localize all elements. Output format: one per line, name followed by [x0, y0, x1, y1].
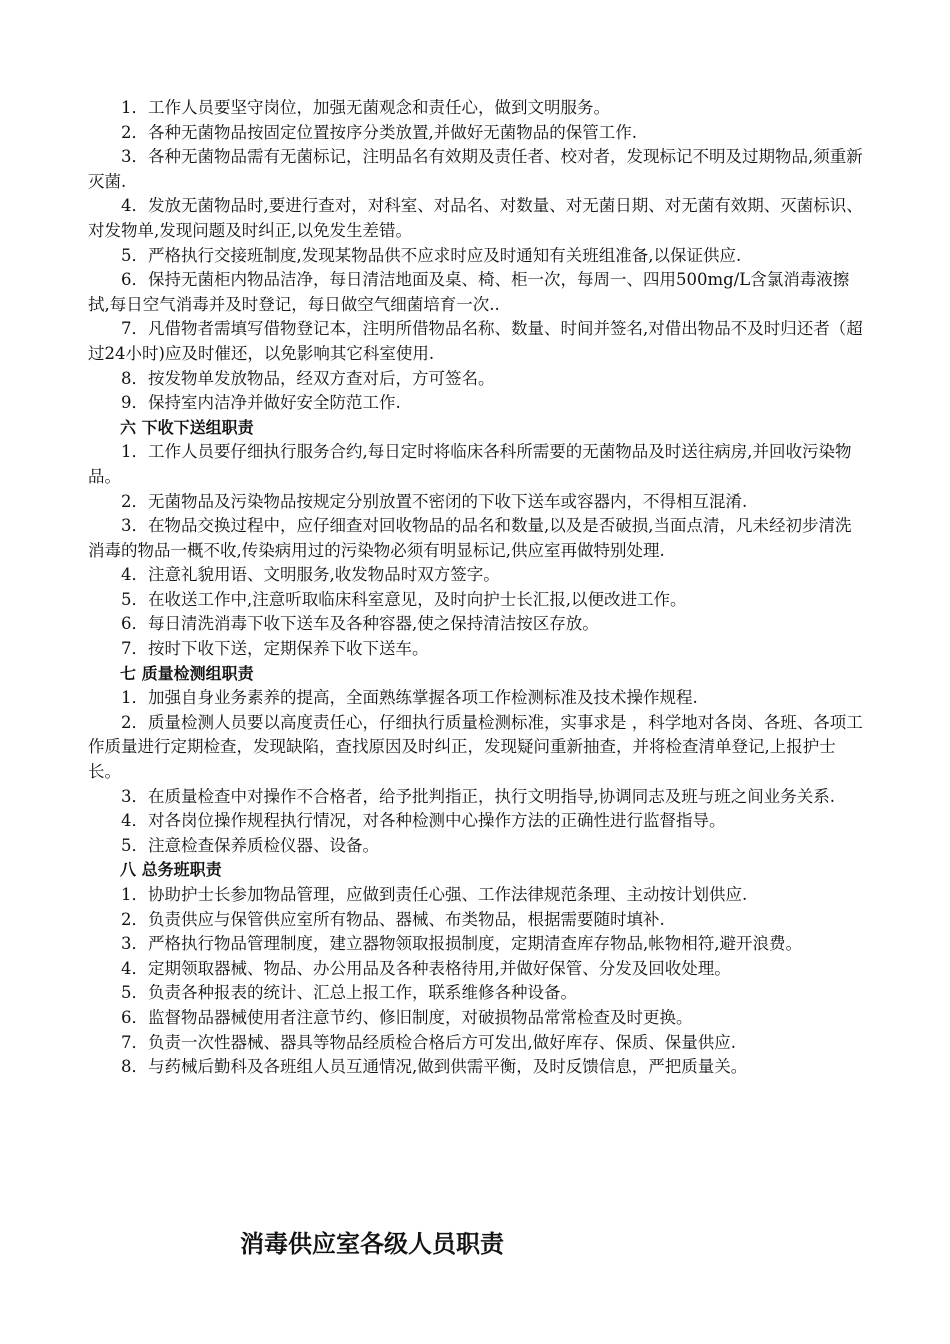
paragraph: 2．负责供应与保管供应室所有物品、器械、布类物品，根据需要随时填补. [121, 909, 665, 929]
paragraph: 2．各种无菌物品按固定位置按序分类放置,并做好无菌物品的保管工作. [121, 122, 637, 142]
paragraph: 3．在物品交换过程中，应仔细查对回收物品的品名和数量,以及是否破损,当面点清，凡未经初步清洗消毒的物品一概不收,传染病用过的污染物必须有明显标记,供应室再做特别处理. [88, 516, 852, 560]
paragraph: 6．保持无菌柜内物品洁净，每日清洁地面及桌、椅、柜一次，每周一、四用500mg/L含氯消毒液擦拭,每日空气消毒并及时登记，每日做空气细菌培育一次.. [88, 270, 850, 314]
paragraph: 7．负责一次性器械、器具等物品经质检合格后方可发出,做好库存、保质、保量供应. [121, 1032, 736, 1052]
document-body [88, 96, 864, 1080]
paragraph: 3．严格执行物品管理制度，建立器物领取报损制度，定期清查库存物品,帐物相符,避开浪费。 [121, 934, 802, 954]
paragraph: 7．凡借物者需填写借物登记本，注明所借物品名称、数量、时间并签名,对借出物品不及时归还者（超过24小时)应及时催还，以免影响其它科室使用. [88, 319, 863, 363]
section-heading: 七 质量检测组职责 [120, 663, 254, 683]
paragraph: 5．注意检查保养质检仪器、设备。 [121, 835, 379, 855]
section-general-affairs [88, 858, 864, 1079]
paragraph: 6．监督物品器械使用者注意节约、修旧制度，对破损物品常常检查及时更换。 [121, 1007, 693, 1027]
paragraph: 2．质量检测人员要以高度责任心，仔细执行质量检测标准，实事求是 ，科学地对各岗、各班、各项工作质量进行定期检查，发现缺陷，查找原因及时纠正，发现疑问重新抽查，并将检查清单登记,上报护士长。 [88, 712, 863, 782]
paragraph: 5．在收送工作中,注意听取临床科室意见，及时向护士长汇报,以便改进工作。 [121, 589, 687, 609]
paragraph: 1．加强自身业务素养的提高，全面熟练掌握各项工作检测标准及技术操作规程. [121, 688, 698, 708]
section-delivery [88, 416, 864, 662]
paragraph: 1．协助护士长参加物品管理，应做到责任心强、工作法律规范条理、主动按计划供应. [121, 885, 748, 904]
paragraph: 9．保持室内洁净并做好安全防范工作. [121, 393, 401, 413]
paragraph: 4．对各岗位操作规程执行情况，对各种检测中心操作方法的正确性进行监督指导。 [121, 811, 726, 831]
paragraph: 2．无菌物品及污染物品按规定分别放置不密闭的下收下送车或容器内，不得相互混淆. [121, 491, 748, 511]
paragraph: 1．工作人员要坚守岗位，加强无菌观念和责任心，做到文明服务。 [121, 98, 610, 117]
paragraph: 5．负责各种报表的统计、汇总上报工作，联系维修各种设备。 [121, 983, 577, 1003]
section-general [88, 96, 864, 416]
paragraph: 5．严格执行交接班制度,发现某物品供不应求时应及时通知有关班组准备,以保证供应. [121, 245, 742, 265]
paragraph: 1．工作人员要仔细执行服务合约,每日定时将临床各科所需要的无菌物品及时送往病房,并回收污染物品。 [88, 442, 852, 486]
paragraph: 3．各种无菌物品需有无菌标记，注明品名有效期及责任者、校对者，发现标记不明及过期物品,须重新灭菌. [88, 147, 863, 191]
paragraph: 6．每日清洗消毒下收下送车及各种容器,使之保持清洁按区存放。 [121, 614, 599, 634]
paragraph: 8．按发物单发放物品，经双方查对后，方可签名。 [121, 368, 495, 388]
paragraph: 3．在质量检查中对操作不合格者，给予批判指正，执行文明指导,协调同志及班与班之间业务关系. [121, 786, 835, 806]
paragraph: 7．按时下收下送，定期保养下收下送车。 [121, 639, 429, 659]
section-heading: 八 总务班职责 [120, 860, 222, 880]
paragraph: 4．注意礼貌用语、文明服务,收发物品时双方签字。 [121, 565, 500, 585]
section-quality [88, 662, 864, 859]
paragraph: 4．定期领取器械、物品、办公用品及各种表格待用,并做好保管、分发及回收处理。 [121, 958, 731, 978]
paragraph: 8．与药械后勤科及各班组人员互通情况,做到供需平衡，及时反馈信息，严把质量关。 [121, 1057, 748, 1077]
section-heading: 六 下收下送组职责 [120, 417, 254, 437]
paragraph: 4．发放无菌物品时,要进行查对，对科室、对品名、对数量、对无菌日期、对无菌有效期、灭菌标识、对发物单,发现问题及时纠正,以免发生差错。 [88, 196, 863, 240]
document-title: 消毒供应室各级人员职责 [240, 1230, 504, 1258]
